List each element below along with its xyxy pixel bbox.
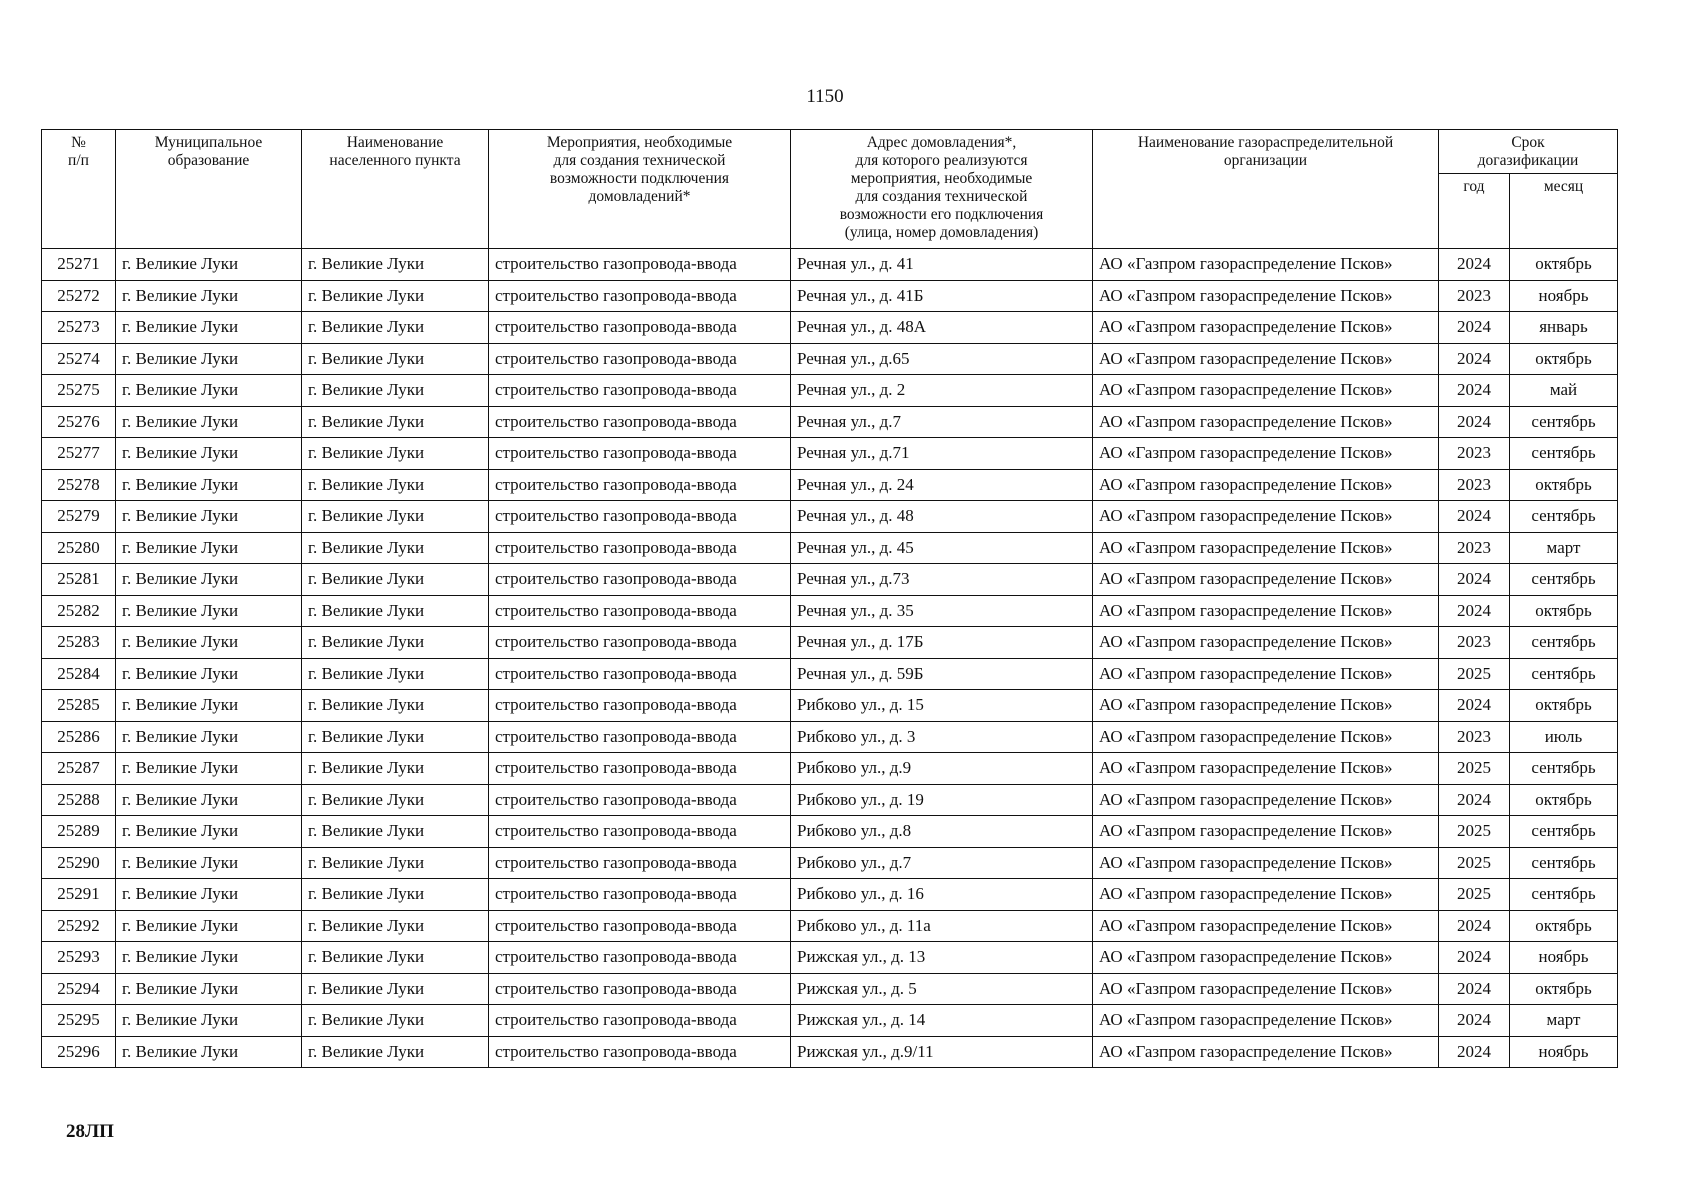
cell-municipality: г. Великие Луки <box>116 910 302 942</box>
gasification-table <box>41 129 1618 1068</box>
table-row <box>42 249 1618 281</box>
cell-address: Речная ул., д. 24 <box>791 469 1093 501</box>
cell-settlement: г. Великие Луки <box>302 627 489 659</box>
footer-document-code: 28ЛП <box>66 1121 114 1142</box>
cell-organization: АО «Газпром газораспределение Псков» <box>1093 910 1439 942</box>
table-row <box>42 784 1618 816</box>
cell-year: 2024 <box>1439 1005 1510 1037</box>
cell-address: Речная ул., д. 17Б <box>791 627 1093 659</box>
header-address-text: Адрес домовладения*, для которого реализуются мероприятия, необходимые для создания технической возможности его подключения (улица, номер домовладения) <box>839 134 1044 241</box>
cell-row-number: 25287 <box>42 753 116 785</box>
cell-address: Рибково ул., д. 11а <box>791 910 1093 942</box>
table-row <box>42 627 1618 659</box>
cell-municipality: г. Великие Луки <box>116 879 302 911</box>
cell-year: 2025 <box>1439 816 1510 848</box>
cell-month: сентябрь <box>1510 564 1618 596</box>
cell-settlement: г. Великие Луки <box>302 249 489 281</box>
cell-municipality: г. Великие Луки <box>116 942 302 974</box>
cell-settlement: г. Великие Луки <box>302 375 489 407</box>
header-municipality <box>116 130 302 249</box>
header-year <box>1439 174 1510 249</box>
table-header <box>42 130 1618 249</box>
table-row <box>42 690 1618 722</box>
table-row <box>42 942 1618 974</box>
table-row <box>42 1036 1618 1068</box>
cell-address: Речная ул., д. 41 <box>791 249 1093 281</box>
cell-organization: АО «Газпром газораспределение Псков» <box>1093 532 1439 564</box>
cell-month: сентябрь <box>1510 753 1618 785</box>
cell-settlement: г. Великие Луки <box>302 312 489 344</box>
cell-settlement: г. Великие Луки <box>302 343 489 375</box>
table-row <box>42 973 1618 1005</box>
header-row-number-text: № п/п <box>68 134 89 169</box>
cell-measure: строительство газопровода-ввода <box>489 1005 791 1037</box>
cell-row-number: 25277 <box>42 438 116 470</box>
cell-measure: строительство газопровода-ввода <box>489 784 791 816</box>
header-deadline <box>1439 130 1618 174</box>
cell-settlement: г. Великие Луки <box>302 658 489 690</box>
header-address <box>791 130 1093 249</box>
cell-organization: АО «Газпром газораспределение Псков» <box>1093 627 1439 659</box>
cell-municipality: г. Великие Луки <box>116 375 302 407</box>
table-row <box>42 469 1618 501</box>
cell-address: Рибково ул., д. 16 <box>791 879 1093 911</box>
cell-row-number: 25294 <box>42 973 116 1005</box>
header-organization-text: Наименование газораспределительной организации <box>1137 134 1394 169</box>
cell-year: 2024 <box>1439 501 1510 533</box>
cell-organization: АО «Газпром газораспределение Псков» <box>1093 249 1439 281</box>
cell-settlement: г. Великие Луки <box>302 532 489 564</box>
header-deadline-text: Срок догазификации <box>1477 134 1579 169</box>
cell-measure: строительство газопровода-ввода <box>489 816 791 848</box>
cell-measure: строительство газопровода-ввода <box>489 312 791 344</box>
cell-organization: АО «Газпром газораспределение Псков» <box>1093 879 1439 911</box>
cell-month: сентябрь <box>1510 627 1618 659</box>
header-settlement-text: Наименование населенного пункта <box>329 134 461 169</box>
cell-row-number: 25280 <box>42 532 116 564</box>
cell-address: Рибково ул., д. 15 <box>791 690 1093 722</box>
header-month <box>1510 174 1618 249</box>
cell-year: 2024 <box>1439 910 1510 942</box>
cell-month: январь <box>1510 312 1618 344</box>
cell-row-number: 25281 <box>42 564 116 596</box>
cell-row-number: 25282 <box>42 595 116 627</box>
cell-month: сентябрь <box>1510 658 1618 690</box>
cell-row-number: 25276 <box>42 406 116 438</box>
cell-row-number: 25275 <box>42 375 116 407</box>
cell-organization: АО «Газпром газораспределение Псков» <box>1093 312 1439 344</box>
cell-address: Рибково ул., д.8 <box>791 816 1093 848</box>
table-row <box>42 816 1618 848</box>
cell-row-number: 25271 <box>42 249 116 281</box>
cell-municipality: г. Великие Луки <box>116 406 302 438</box>
cell-settlement: г. Великие Луки <box>302 469 489 501</box>
cell-organization: АО «Газпром газораспределение Псков» <box>1093 438 1439 470</box>
cell-measure: строительство газопровода-ввода <box>489 375 791 407</box>
header-month-text: месяц <box>1543 178 1584 195</box>
cell-month: октябрь <box>1510 690 1618 722</box>
cell-row-number: 25274 <box>42 343 116 375</box>
cell-address: Речная ул., д.71 <box>791 438 1093 470</box>
cell-year: 2023 <box>1439 469 1510 501</box>
cell-year: 2024 <box>1439 312 1510 344</box>
table-row <box>42 406 1618 438</box>
cell-row-number: 25291 <box>42 879 116 911</box>
cell-settlement: г. Великие Луки <box>302 784 489 816</box>
cell-month: сентябрь <box>1510 847 1618 879</box>
cell-organization: АО «Газпром газораспределение Псков» <box>1093 690 1439 722</box>
cell-measure: строительство газопровода-ввода <box>489 942 791 974</box>
cell-row-number: 25293 <box>42 942 116 974</box>
cell-municipality: г. Великие Луки <box>116 501 302 533</box>
table-row <box>42 753 1618 785</box>
cell-address: Рижская ул., д. 13 <box>791 942 1093 974</box>
cell-settlement: г. Великие Луки <box>302 595 489 627</box>
table-row <box>42 343 1618 375</box>
cell-municipality: г. Великие Луки <box>116 690 302 722</box>
cell-year: 2024 <box>1439 942 1510 974</box>
cell-settlement: г. Великие Луки <box>302 690 489 722</box>
cell-municipality: г. Великие Луки <box>116 312 302 344</box>
cell-year: 2023 <box>1439 438 1510 470</box>
cell-month: октябрь <box>1510 249 1618 281</box>
table-row <box>42 847 1618 879</box>
cell-measure: строительство газопровода-ввода <box>489 658 791 690</box>
cell-organization: АО «Газпром газораспределение Псков» <box>1093 973 1439 1005</box>
cell-month: ноябрь <box>1510 280 1618 312</box>
cell-address: Рижская ул., д.9/11 <box>791 1036 1093 1068</box>
cell-year: 2024 <box>1439 595 1510 627</box>
cell-municipality: г. Великие Луки <box>116 280 302 312</box>
cell-year: 2024 <box>1439 690 1510 722</box>
table-row <box>42 564 1618 596</box>
cell-row-number: 25284 <box>42 658 116 690</box>
cell-municipality: г. Великие Луки <box>116 784 302 816</box>
cell-municipality: г. Великие Луки <box>116 627 302 659</box>
cell-settlement: г. Великие Луки <box>302 280 489 312</box>
cell-settlement: г. Великие Луки <box>302 847 489 879</box>
cell-measure: строительство газопровода-ввода <box>489 910 791 942</box>
cell-measure: строительство газопровода-ввода <box>489 438 791 470</box>
cell-year: 2024 <box>1439 564 1510 596</box>
cell-municipality: г. Великие Луки <box>116 1005 302 1037</box>
cell-year: 2024 <box>1439 973 1510 1005</box>
cell-month: ноябрь <box>1510 942 1618 974</box>
cell-municipality: г. Великие Луки <box>116 469 302 501</box>
cell-row-number: 25283 <box>42 627 116 659</box>
cell-organization: АО «Газпром газораспределение Псков» <box>1093 753 1439 785</box>
cell-year: 2025 <box>1439 847 1510 879</box>
cell-measure: строительство газопровода-ввода <box>489 595 791 627</box>
cell-municipality: г. Великие Луки <box>116 658 302 690</box>
cell-month: сентябрь <box>1510 501 1618 533</box>
cell-year: 2024 <box>1439 375 1510 407</box>
header-municipality-text: Муниципальное образование <box>154 134 263 169</box>
cell-row-number: 25289 <box>42 816 116 848</box>
cell-municipality: г. Великие Луки <box>116 343 302 375</box>
cell-organization: АО «Газпром газораспределение Псков» <box>1093 564 1439 596</box>
cell-organization: АО «Газпром газораспределение Псков» <box>1093 658 1439 690</box>
table-row <box>42 280 1618 312</box>
cell-row-number: 25273 <box>42 312 116 344</box>
cell-organization: АО «Газпром газораспределение Псков» <box>1093 816 1439 848</box>
cell-organization: АО «Газпром газораспределение Псков» <box>1093 1005 1439 1037</box>
cell-year: 2023 <box>1439 627 1510 659</box>
table-row <box>42 910 1618 942</box>
cell-settlement: г. Великие Луки <box>302 406 489 438</box>
cell-month: октябрь <box>1510 343 1618 375</box>
cell-measure: строительство газопровода-ввода <box>489 973 791 1005</box>
cell-row-number: 25296 <box>42 1036 116 1068</box>
cell-month: октябрь <box>1510 784 1618 816</box>
cell-municipality: г. Великие Луки <box>116 847 302 879</box>
cell-address: Речная ул., д. 2 <box>791 375 1093 407</box>
header-settlement <box>302 130 489 249</box>
cell-measure: строительство газопровода-ввода <box>489 343 791 375</box>
cell-address: Речная ул., д. 45 <box>791 532 1093 564</box>
cell-year: 2025 <box>1439 879 1510 911</box>
cell-address: Рибково ул., д. 3 <box>791 721 1093 753</box>
cell-year: 2025 <box>1439 753 1510 785</box>
cell-row-number: 25292 <box>42 910 116 942</box>
gasification-table-wrapper <box>41 129 1618 1068</box>
cell-settlement: г. Великие Луки <box>302 816 489 848</box>
cell-organization: АО «Газпром газораспределение Псков» <box>1093 469 1439 501</box>
cell-organization: АО «Газпром газораспределение Псков» <box>1093 343 1439 375</box>
cell-municipality: г. Великие Луки <box>116 816 302 848</box>
cell-municipality: г. Великие Луки <box>116 721 302 753</box>
cell-month: март <box>1510 532 1618 564</box>
cell-settlement: г. Великие Луки <box>302 942 489 974</box>
cell-measure: строительство газопровода-ввода <box>489 690 791 722</box>
cell-year: 2024 <box>1439 784 1510 816</box>
cell-organization: АО «Газпром газораспределение Псков» <box>1093 280 1439 312</box>
cell-row-number: 25285 <box>42 690 116 722</box>
cell-row-number: 25272 <box>42 280 116 312</box>
cell-municipality: г. Великие Луки <box>116 595 302 627</box>
header-measures <box>489 130 791 249</box>
table-row <box>42 1005 1618 1037</box>
cell-settlement: г. Великие Луки <box>302 1036 489 1068</box>
cell-organization: АО «Газпром газораспределение Псков» <box>1093 721 1439 753</box>
cell-settlement: г. Великие Луки <box>302 753 489 785</box>
cell-organization: АО «Газпром газораспределение Псков» <box>1093 595 1439 627</box>
cell-organization: АО «Газпром газораспределение Псков» <box>1093 942 1439 974</box>
cell-municipality: г. Великие Луки <box>116 438 302 470</box>
table-row <box>42 375 1618 407</box>
cell-settlement: г. Великие Луки <box>302 564 489 596</box>
cell-organization: АО «Газпром газораспределение Псков» <box>1093 406 1439 438</box>
cell-settlement: г. Великие Луки <box>302 501 489 533</box>
cell-month: сентябрь <box>1510 406 1618 438</box>
cell-year: 2024 <box>1439 343 1510 375</box>
cell-year: 2023 <box>1439 532 1510 564</box>
cell-measure: строительство газопровода-ввода <box>489 406 791 438</box>
cell-row-number: 25279 <box>42 501 116 533</box>
cell-address: Рибково ул., д.9 <box>791 753 1093 785</box>
cell-settlement: г. Великие Луки <box>302 1005 489 1037</box>
cell-address: Речная ул., д.7 <box>791 406 1093 438</box>
cell-month: май <box>1510 375 1618 407</box>
cell-address: Рижская ул., д. 5 <box>791 973 1093 1005</box>
cell-measure: строительство газопровода-ввода <box>489 879 791 911</box>
table-row <box>42 658 1618 690</box>
cell-organization: АО «Газпром газораспределение Псков» <box>1093 784 1439 816</box>
page-number: 1150 <box>806 86 844 107</box>
cell-month: июль <box>1510 721 1618 753</box>
table-body <box>42 249 1618 1068</box>
cell-organization: АО «Газпром газораспределение Псков» <box>1093 847 1439 879</box>
table-row <box>42 438 1618 470</box>
cell-month: октябрь <box>1510 595 1618 627</box>
cell-measure: строительство газопровода-ввода <box>489 1036 791 1068</box>
cell-organization: АО «Газпром газораспределение Псков» <box>1093 501 1439 533</box>
table-row <box>42 532 1618 564</box>
cell-settlement: г. Великие Луки <box>302 879 489 911</box>
cell-year: 2025 <box>1439 658 1510 690</box>
cell-month: март <box>1510 1005 1618 1037</box>
cell-year: 2024 <box>1439 1036 1510 1068</box>
cell-measure: строительство газопровода-ввода <box>489 501 791 533</box>
table-row <box>42 879 1618 911</box>
cell-address: Речная ул., д. 41Б <box>791 280 1093 312</box>
cell-address: Рибково ул., д. 19 <box>791 784 1093 816</box>
cell-address: Речная ул., д.73 <box>791 564 1093 596</box>
table-row <box>42 595 1618 627</box>
cell-settlement: г. Великие Луки <box>302 438 489 470</box>
cell-year: 2023 <box>1439 280 1510 312</box>
header-year-text: год <box>1463 178 1485 195</box>
cell-municipality: г. Великие Луки <box>116 532 302 564</box>
cell-month: сентябрь <box>1510 879 1618 911</box>
cell-measure: строительство газопровода-ввода <box>489 249 791 281</box>
table-row <box>42 721 1618 753</box>
header-organization <box>1093 130 1439 249</box>
header-row-number <box>42 130 116 249</box>
cell-measure: строительство газопровода-ввода <box>489 721 791 753</box>
cell-municipality: г. Великие Луки <box>116 564 302 596</box>
cell-measure: строительство газопровода-ввода <box>489 627 791 659</box>
table-row <box>42 312 1618 344</box>
cell-month: октябрь <box>1510 973 1618 1005</box>
cell-municipality: г. Великие Луки <box>116 1036 302 1068</box>
cell-row-number: 25295 <box>42 1005 116 1037</box>
cell-measure: строительство газопровода-ввода <box>489 753 791 785</box>
cell-month: октябрь <box>1510 469 1618 501</box>
cell-year: 2024 <box>1439 249 1510 281</box>
cell-settlement: г. Великие Луки <box>302 721 489 753</box>
cell-measure: строительство газопровода-ввода <box>489 564 791 596</box>
cell-address: Речная ул., д.65 <box>791 343 1093 375</box>
header-measures-text: Мероприятия, необходимые для создания технической возможности подключения домовладений* <box>546 134 733 205</box>
cell-municipality: г. Великие Луки <box>116 973 302 1005</box>
cell-address: Речная ул., д. 48А <box>791 312 1093 344</box>
table-row <box>42 501 1618 533</box>
cell-row-number: 25286 <box>42 721 116 753</box>
cell-year: 2023 <box>1439 721 1510 753</box>
cell-settlement: г. Великие Луки <box>302 973 489 1005</box>
cell-address: Речная ул., д. 48 <box>791 501 1093 533</box>
cell-address: Речная ул., д. 35 <box>791 595 1093 627</box>
cell-month: сентябрь <box>1510 816 1618 848</box>
cell-measure: строительство газопровода-ввода <box>489 532 791 564</box>
cell-measure: строительство газопровода-ввода <box>489 469 791 501</box>
cell-address: Речная ул., д. 59Б <box>791 658 1093 690</box>
cell-row-number: 25278 <box>42 469 116 501</box>
cell-organization: АО «Газпром газораспределение Псков» <box>1093 375 1439 407</box>
cell-municipality: г. Великие Луки <box>116 753 302 785</box>
cell-year: 2024 <box>1439 406 1510 438</box>
cell-address: Рибково ул., д.7 <box>791 847 1093 879</box>
cell-settlement: г. Великие Луки <box>302 910 489 942</box>
cell-month: сентябрь <box>1510 438 1618 470</box>
cell-month: октябрь <box>1510 910 1618 942</box>
cell-row-number: 25288 <box>42 784 116 816</box>
cell-row-number: 25290 <box>42 847 116 879</box>
cell-municipality: г. Великие Луки <box>116 249 302 281</box>
cell-measure: строительство газопровода-ввода <box>489 847 791 879</box>
cell-organization: АО «Газпром газораспределение Псков» <box>1093 1036 1439 1068</box>
cell-address: Рижская ул., д. 14 <box>791 1005 1093 1037</box>
cell-month: ноябрь <box>1510 1036 1618 1068</box>
cell-measure: строительство газопровода-ввода <box>489 280 791 312</box>
